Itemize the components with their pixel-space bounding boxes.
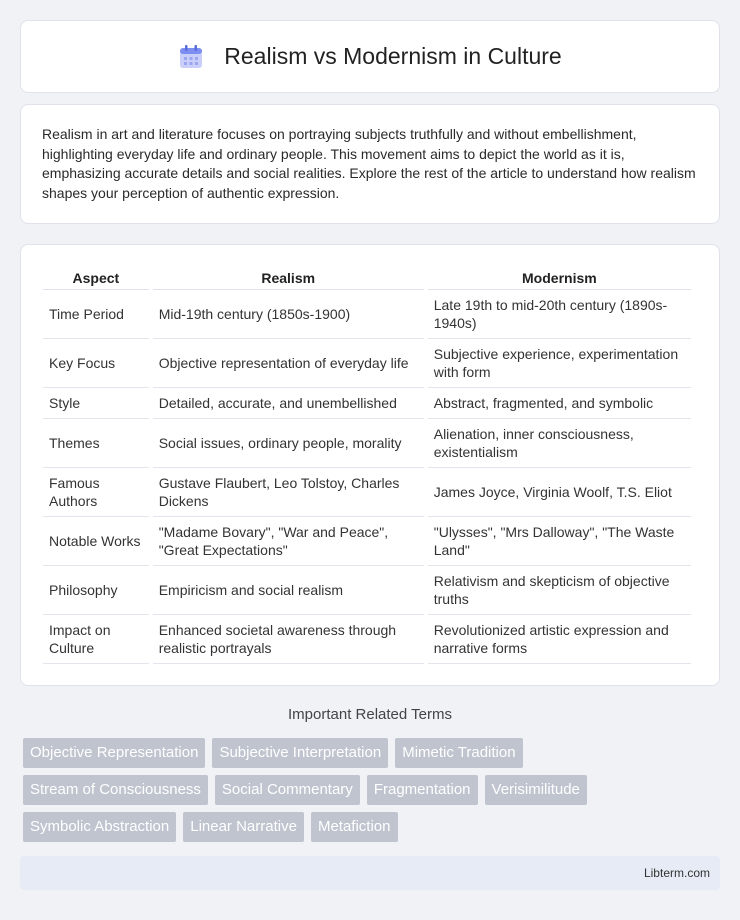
intro-text: Realism in art and literature focuses on portraying subjects truthfully and without embellishment, highlighting everyday life and ordinary people. This movement aims to depict the world as it is, emphasizing accurate details and social realities. Explore the rest of the article to understand how realism shapes your perception of authentic expression. xyxy=(42,126,696,201)
row-realism: Empiricism and social realism xyxy=(153,566,424,615)
tag-linear-narrative[interactable]: Linear Narrative xyxy=(183,812,304,842)
row-aspect: Famous Authors xyxy=(43,468,149,517)
row-aspect: Key Focus xyxy=(43,339,149,388)
row-modernism: Late 19th to mid-20th century (1890s-1940s) xyxy=(428,290,691,339)
footer xyxy=(20,856,720,890)
row-modernism: Abstract, fragmented, and symbolic xyxy=(428,388,691,419)
related-terms-list xyxy=(23,738,723,849)
row-realism: Enhanced societal awareness through realistic portrayals xyxy=(153,615,424,664)
tag-row xyxy=(23,738,723,768)
row-realism: "Madame Bovary", "War and Peace", "Great Expectations" xyxy=(153,517,424,566)
title-card xyxy=(20,20,720,93)
tag-row xyxy=(23,775,723,805)
tag-subjective-interpretation[interactable]: Subjective Interpretation xyxy=(212,738,388,768)
calendar-icon xyxy=(178,44,204,70)
row-modernism: Relativism and skepticism of objective truths xyxy=(428,566,691,615)
row-modernism: Alienation, inner consciousness, existentialism xyxy=(428,419,691,468)
tag-stream-of-consciousness[interactable]: Stream of Consciousness xyxy=(23,775,208,805)
tag-mimetic-tradition[interactable]: Mimetic Tradition xyxy=(395,738,522,768)
row-realism: Social issues, ordinary people, morality xyxy=(153,419,424,468)
row-realism: Mid-19th century (1850s-1900) xyxy=(153,290,424,339)
table-header-row xyxy=(43,265,691,290)
table-row xyxy=(43,419,691,468)
footer-site-link[interactable]: Libterm.com xyxy=(643,866,710,880)
tag-metafiction[interactable]: Metafiction xyxy=(311,812,398,842)
row-aspect: Impact on Culture xyxy=(43,615,149,664)
row-realism: Gustave Flaubert, Leo Tolstoy, Charles Dickens xyxy=(153,468,424,517)
row-realism: Detailed, accurate, and unembellished xyxy=(153,388,424,419)
table-row xyxy=(43,339,691,388)
table-row xyxy=(43,615,691,664)
row-aspect: Time Period xyxy=(43,290,149,339)
tag-symbolic-abstraction[interactable]: Symbolic Abstraction xyxy=(23,812,176,842)
tag-fragmentation[interactable]: Fragmentation xyxy=(367,775,478,805)
related-terms-title: Important Related Terms xyxy=(288,706,452,723)
row-aspect: Philosophy xyxy=(43,566,149,615)
page-title: Realism vs Modernism in Culture xyxy=(224,43,562,69)
header-aspect: Aspect xyxy=(43,265,149,290)
tag-objective-representation[interactable]: Objective Representation xyxy=(23,738,205,768)
table-row xyxy=(43,517,691,566)
tag-social-commentary[interactable]: Social Commentary xyxy=(215,775,360,805)
header-realism: Realism xyxy=(153,265,424,290)
tag-row xyxy=(23,812,723,842)
row-aspect: Themes xyxy=(43,419,149,468)
row-modernism: Subjective experience, experimentation with form xyxy=(428,339,691,388)
comparison-table xyxy=(39,265,695,664)
row-aspect: Notable Works xyxy=(43,517,149,566)
row-realism: Objective representation of everyday life xyxy=(153,339,424,388)
row-modernism: James Joyce, Virginia Woolf, T.S. Eliot xyxy=(428,468,691,517)
row-aspect: Style xyxy=(43,388,149,419)
table-row xyxy=(43,290,691,339)
comparison-table-card xyxy=(20,244,720,686)
row-modernism: "Ulysses", "Mrs Dalloway", "The Waste Land" xyxy=(428,517,691,566)
intro-card xyxy=(20,104,720,224)
table-row xyxy=(43,468,691,517)
header-modernism: Modernism xyxy=(428,265,691,290)
table-row xyxy=(43,388,691,419)
row-modernism: Revolutionized artistic expression and narrative forms xyxy=(428,615,691,664)
table-row xyxy=(43,566,691,615)
tag-verisimilitude[interactable]: Verisimilitude xyxy=(485,775,587,805)
